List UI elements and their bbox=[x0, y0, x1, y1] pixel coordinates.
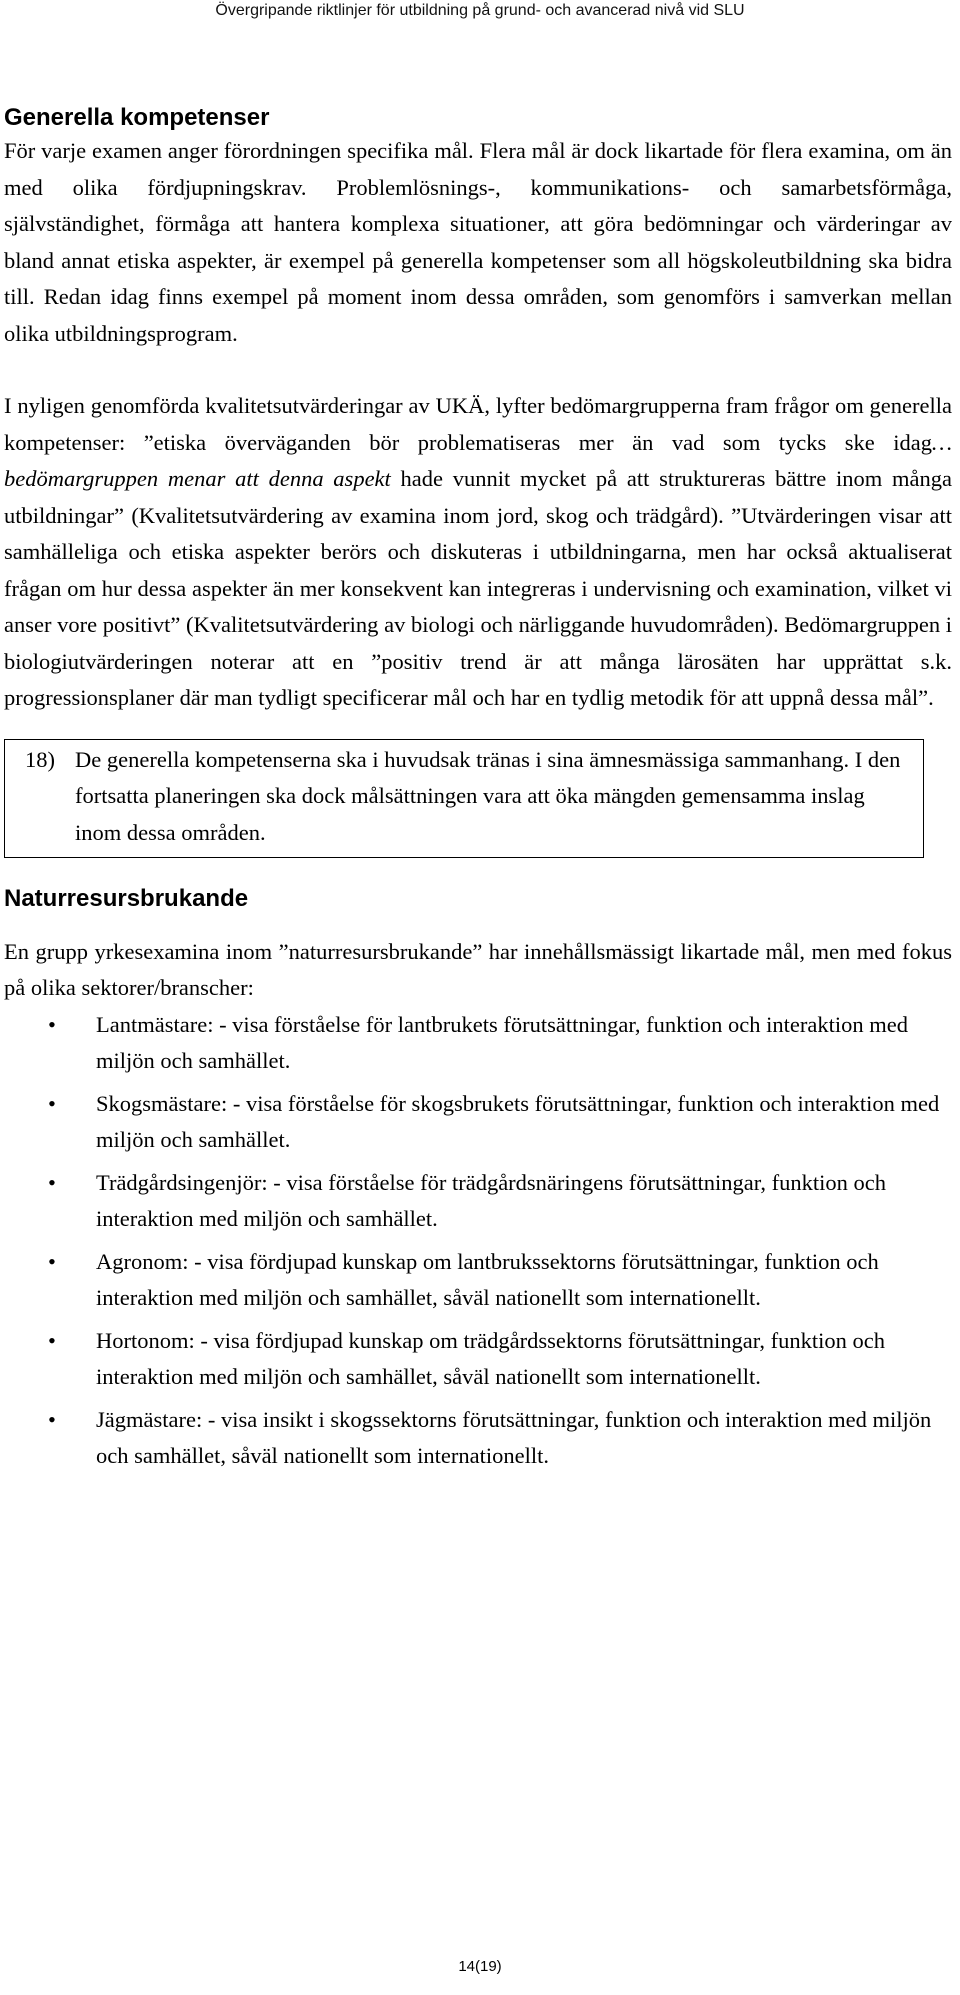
paragraph-ukä-italic: … bedömargruppen menar att denna aspekt bbox=[4, 429, 952, 491]
recommendation-box bbox=[4, 739, 924, 859]
paragraph-naturresurs-intro: En grupp yrkesexamina inom ”naturresursbrukande” har innehållsmässigt likartade mål, men med fokus på olika sektorer/branscher: bbox=[4, 938, 952, 1001]
list-item bbox=[4, 1007, 952, 1080]
list-item-text: Jägmästare: - visa insikt i skogssektorns förutsättningar, funktion och interaktion med miljön och samhället, såväl nationellt som internationellt. bbox=[96, 1406, 932, 1469]
paragraph-intro: För varje examen anger förordningen specifika mål. Flera mål är dock likartade för flera examina, om än med olika fördjupningskrav. Problemlösnings-, kommunikations- och samarbetsförmåga, självständighet, förmåga att hantera komplexa situationer, att göra bedömningar och värderingar av bland annat etiska aspekter, är exempel på generella kompetenser som all högskoleutbildning ska bidra till. Redan idag finns exempel på moment inom dessa områden, som genomförs i samverkan mellan olika utbildningsprogram. bbox=[4, 138, 952, 346]
list-item bbox=[4, 1165, 952, 1238]
bullet-icon: • bbox=[48, 1011, 56, 1037]
list-item-text: Skogsmästare: - visa förståelse för skogsbrukets förutsättningar, funktion och interaktion med miljön och samhället. bbox=[96, 1090, 940, 1153]
heading-naturresursbrukande: Naturresursbrukande bbox=[4, 885, 249, 912]
exam-goal-list bbox=[4, 1007, 952, 1475]
paragraph-ukä-text-c: hade vunnit mycket på att struktureras bättre inom många utbildningar” (Kvalitetsutvärdering av examina inom jord, skog och trädgård). ”Utvärderingen visar att samhälleliga och etiska aspekter berörs och diskuteras i utbildningarna, men har också aktualiserat frågan om hur dessa aspekter än mer konsekvent kan integreras i undervisning och examination, vilket vi anser vore positivt” (Kvalitetsutvärdering av biologi och närliggande huvudområden). Bedömargruppen i biologiutvärderingen noterar att en ”positiv trend är att många lärosäten har upprättat s.k. progressionsplaner där man tydligt specificerar mål och har en tydlig metodik för att uppnå dessa mål”. bbox=[4, 466, 952, 710]
list-item-text: Trädgårdsingenjör: - visa förståelse för trädgårdsnäringens förutsättningar, funktion och interaktion med miljön och samhället. bbox=[96, 1169, 886, 1232]
list-item bbox=[4, 1244, 952, 1317]
bullet-icon: • bbox=[48, 1169, 56, 1195]
list-item-text: Hortonom: - visa fördjupad kunskap om trädgårdssektorns förutsättningar, funktion och interaktion med miljön och samhället, såväl nationellt som internationellt. bbox=[96, 1327, 885, 1390]
bullet-icon: • bbox=[48, 1406, 56, 1432]
list-item-text: Agronom: - visa fördjupad kunskap om lantbrukssektorns förutsättningar, funktion och interaktion med miljön och samhället, såväl nationellt som internationellt. bbox=[96, 1248, 879, 1311]
recommendation-text: De generella kompetenserna ska i huvudsak tränas i sina ämnesmässiga sammanhang. I den fortsatta planeringen ska dock målsättningen vara att öka mängden gemensamma inslag inom dessa områden. bbox=[75, 746, 901, 845]
paragraph-ukä bbox=[4, 388, 952, 717]
page-content bbox=[4, 103, 952, 1481]
bullet-icon: • bbox=[48, 1248, 56, 1274]
recommendation-item bbox=[17, 742, 911, 852]
list-item-text: Lantmästare: - visa förståelse för lantbrukets förutsättningar, funktion och interaktion med miljön och samhället. bbox=[96, 1011, 908, 1074]
list-item bbox=[4, 1323, 952, 1396]
list-item bbox=[4, 1402, 952, 1475]
paragraph-ukä-text-a: I nyligen genomförda kvalitetsutvärderingar av UKÄ, lyfter bedömargrupperna fram frågor om generella kompetenser: ”etiska överväganden bör problematiseras mer än vad som tycks ske idag bbox=[4, 393, 952, 455]
bullet-icon: • bbox=[48, 1090, 56, 1116]
bullet-icon: • bbox=[48, 1327, 56, 1353]
heading-generella-kompetenser: Generella kompetenser bbox=[4, 104, 270, 131]
list-item bbox=[4, 1086, 952, 1159]
page-number: 14(19) bbox=[458, 1958, 502, 1975]
recommendation-number: 18) bbox=[25, 746, 55, 772]
running-header: Övergripande riktlinjer för utbildning på grund- och avancerad nivå vid SLU bbox=[215, 2, 745, 19]
